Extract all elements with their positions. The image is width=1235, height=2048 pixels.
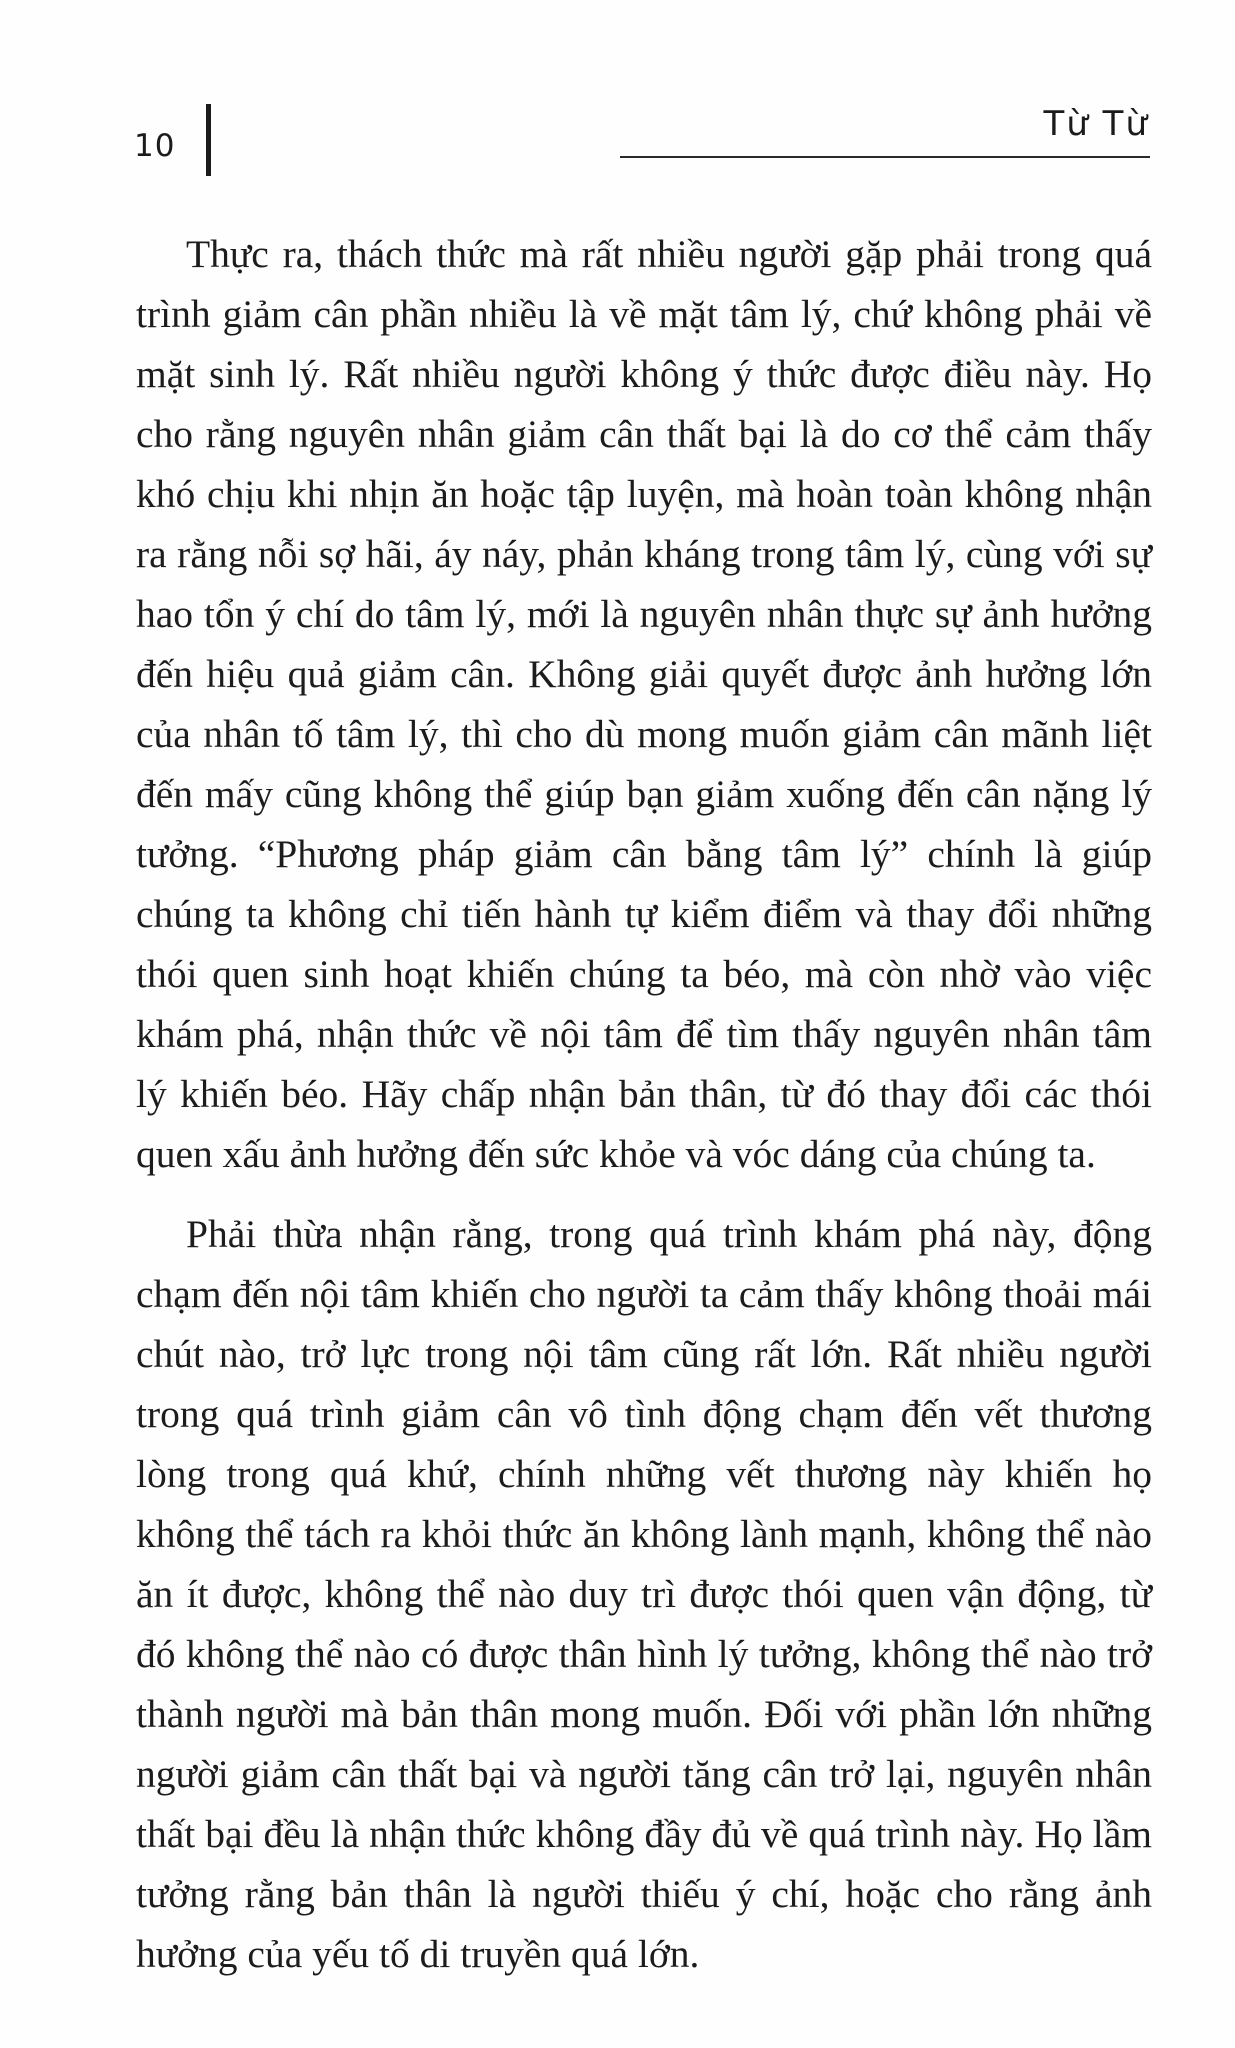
page-number: 10 — [134, 128, 176, 164]
paragraph: Phải thừa nhận rằng, trong quá trình khám phá này, động chạm đến nội tâm khiến cho người ta cảm thấy không thoải mái chút nào, trở lực trong nội tâm cũng rất lớn. Rất nhiều người trong quá trình giảm cân vô tình động chạm đến vết thương lòng trong quá khứ, chính những vết thương này khiến họ không thể tách ra khỏi thức ăn không lành mạnh, không thể nào ăn ít được, không thể nào duy trì được thói quen vận động, từ đó không thể nào có được thân hình lý tưởng, không thể nào trở thành người mà bản thân mong muốn. Đối với phần lớn những người giảm cân thất bại và người tăng cân trở lại, nguyên nhân thất bại đều là nhận thức không đầy đủ về quá trình này. Họ lầm tưởng rằng bản thân là người thiếu ý chí, hoặc cho rằng ảnh hưởng của yếu tố di truyền quá lớn. — [136, 1212, 1152, 1976]
paragraph: Thực ra, thách thức mà rất nhiều người gặp phải trong quá trình giảm cân phần nhiều là về mặt tâm lý, chứ không phải về mặt sinh lý. Rất nhiều người không ý thức được điều này. Họ cho rằng nguyên nhân giảm cân thất bại là do cơ thể cảm thấy khó chịu khi nhịn ăn hoặc tập luyện, mà hoàn toàn không nhận ra rằng nỗi sợ hãi, áy náy, phản kháng trong tâm lý, cùng với sự hao tổn ý chí do tâm lý, mới là nguyên nhân thực sự ảnh hưởng đến hiệu quả giảm cân. Không giải quyết được ảnh hưởng lớn của nhân tố tâm lý, thì cho dù mong muốn giảm cân mãnh liệt đến mấy cũng không thể giúp bạn giảm xuống đến cân nặng lý tưởng. “Phương pháp giảm cân bằng tâm lý” chính là giúp chúng ta không chỉ tiến hành tự kiểm điểm và thay đổi những thói quen sinh hoạt khiến chúng ta béo, mà còn nhờ vào việc khám phá, nhận thức về nội tâm để tìm thấy nguyên nhân tâm lý khiến béo. Hãy chấp nhận bản thân, từ đó thay đổi các thói quen xấu ảnh hưởng đến sức khỏe và vóc dáng của chúng ta. — [136, 232, 1152, 1176]
running-title: Từ Từ — [1043, 104, 1149, 144]
header-divider-bar — [206, 104, 211, 176]
body-text — [136, 224, 1152, 1984]
header-rule — [620, 156, 1150, 158]
